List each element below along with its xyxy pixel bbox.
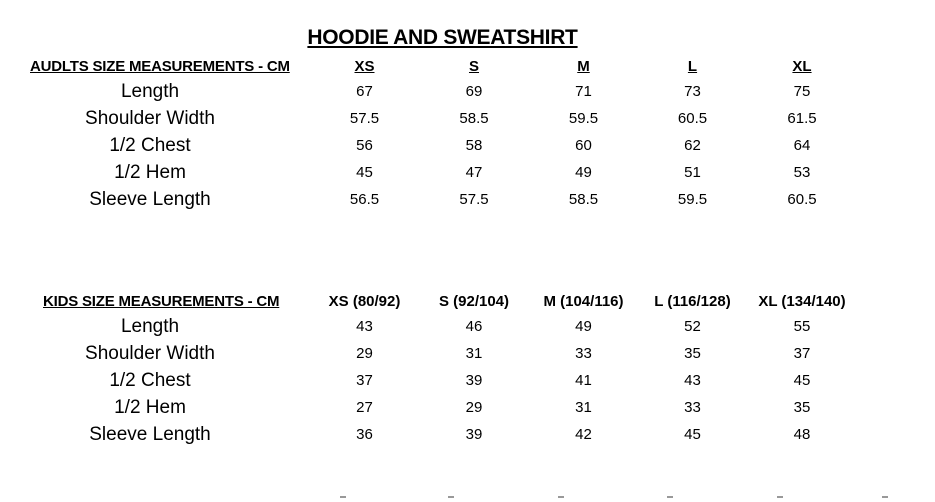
- measurement-cell: 31: [465, 345, 483, 362]
- adults-header-row: [30, 54, 857, 78]
- table-row: [30, 421, 857, 448]
- measurement-cell: 58.5: [568, 191, 599, 208]
- adults-section-heading: AUDLTS SIZE MEASUREMENTS - CM: [30, 57, 290, 75]
- measurement-cell: 48: [793, 426, 811, 443]
- measurement-cell: 49: [575, 164, 592, 181]
- kids-section-heading: KIDS SIZE MEASUREMENTS - CM: [43, 292, 280, 310]
- measurement-cell: 55: [793, 318, 811, 335]
- kids-size-header: L (116/128): [654, 292, 731, 310]
- measurement-cell: 42: [575, 426, 592, 443]
- adults-size-header: XS: [354, 57, 375, 75]
- edge-mark: [777, 496, 783, 498]
- row-label: Shoulder Width: [85, 107, 215, 129]
- measurement-cell: 71: [575, 83, 592, 100]
- row-label: Length: [120, 80, 180, 102]
- measurement-cell: 45: [684, 426, 701, 443]
- measurement-cell: 39: [465, 426, 483, 443]
- adults-size-header: XL: [792, 57, 812, 75]
- measurement-cell: 59.5: [677, 191, 708, 208]
- measurement-cell: 45: [793, 372, 811, 389]
- table-row: [30, 367, 857, 394]
- measurement-cell: 57.5: [459, 191, 489, 208]
- measurement-cell: 67: [356, 83, 373, 100]
- measurement-cell: 36: [356, 426, 373, 443]
- edge-mark: [667, 496, 673, 498]
- measurement-cell: 37: [356, 372, 373, 389]
- measurement-cell: 56.5: [349, 191, 380, 208]
- measurement-cell: 43: [356, 318, 373, 335]
- measurement-cell: 45: [356, 164, 373, 181]
- kids-header-row: [30, 289, 857, 313]
- measurement-cell: 37: [793, 345, 811, 362]
- measurement-cell: 51: [684, 164, 701, 181]
- adults-size-header: M: [577, 57, 590, 75]
- row-label: Shoulder Width: [85, 342, 215, 364]
- measurement-cell: 43: [684, 372, 701, 389]
- row-label: 1/2 Hem: [114, 161, 186, 183]
- measurement-cell: 47: [465, 164, 483, 181]
- table-row: [30, 132, 857, 159]
- adults-size-table: [30, 54, 857, 213]
- row-label: 1/2 Chest: [109, 134, 191, 156]
- kids-size-header: XS (80/92): [328, 292, 401, 310]
- measurement-cell: 60.5: [787, 191, 817, 208]
- measurement-cell: 29: [465, 399, 483, 416]
- edge-mark: [558, 496, 564, 498]
- measurement-cell: 69: [465, 83, 483, 100]
- measurement-cell: 53: [793, 164, 811, 181]
- row-label: Sleeve Length: [89, 423, 211, 445]
- edge-mark: [340, 496, 346, 498]
- edge-mark: [882, 496, 888, 498]
- kids-size-table: [30, 289, 857, 448]
- measurement-cell: 33: [575, 345, 592, 362]
- adults-size-header: L: [687, 57, 698, 75]
- measurement-cell: 62: [684, 137, 701, 154]
- table-row: [30, 105, 857, 132]
- table-row: [30, 340, 857, 367]
- kids-size-header: M (104/116): [543, 292, 624, 310]
- measurement-cell: 41: [575, 372, 592, 389]
- measurement-cell: 60.5: [677, 110, 708, 127]
- kids-size-header: XL (134/140): [758, 292, 846, 310]
- row-label: Sleeve Length: [89, 188, 211, 210]
- table-row: [30, 186, 857, 213]
- kids-size-header: S (92/104): [438, 292, 510, 310]
- page-title: HOODIE AND SWEATSHIRT: [307, 26, 578, 49]
- measurement-cell: 73: [684, 83, 701, 100]
- measurement-cell: 60: [575, 137, 592, 154]
- edge-mark: [448, 496, 454, 498]
- bottom-edge-marks: [0, 493, 935, 502]
- table-row: [30, 313, 857, 340]
- measurement-cell: 27: [356, 399, 373, 416]
- measurement-cell: 46: [465, 318, 483, 335]
- measurement-cell: 49: [575, 318, 592, 335]
- table-row: [30, 78, 857, 105]
- measurement-cell: 75: [793, 83, 811, 100]
- measurement-cell: 56: [356, 137, 373, 154]
- row-label: 1/2 Chest: [109, 369, 191, 391]
- row-label: Length: [120, 315, 180, 337]
- measurement-cell: 58.5: [459, 110, 489, 127]
- measurement-cell: 52: [684, 318, 701, 335]
- adults-size-header: S: [468, 57, 479, 75]
- measurement-cell: 58: [465, 137, 483, 154]
- measurement-cell: 39: [465, 372, 483, 389]
- row-label: 1/2 Hem: [114, 396, 186, 418]
- measurement-cell: 64: [793, 137, 811, 154]
- table-row: [30, 159, 857, 186]
- measurement-cell: 59.5: [568, 110, 599, 127]
- measurement-cell: 57.5: [349, 110, 380, 127]
- measurement-cell: 61.5: [787, 110, 817, 127]
- measurement-cell: 29: [356, 345, 373, 362]
- measurement-cell: 35: [793, 399, 811, 416]
- table-row: [30, 394, 857, 421]
- measurement-cell: 31: [575, 399, 592, 416]
- measurement-cell: 35: [684, 345, 701, 362]
- measurement-cell: 33: [684, 399, 701, 416]
